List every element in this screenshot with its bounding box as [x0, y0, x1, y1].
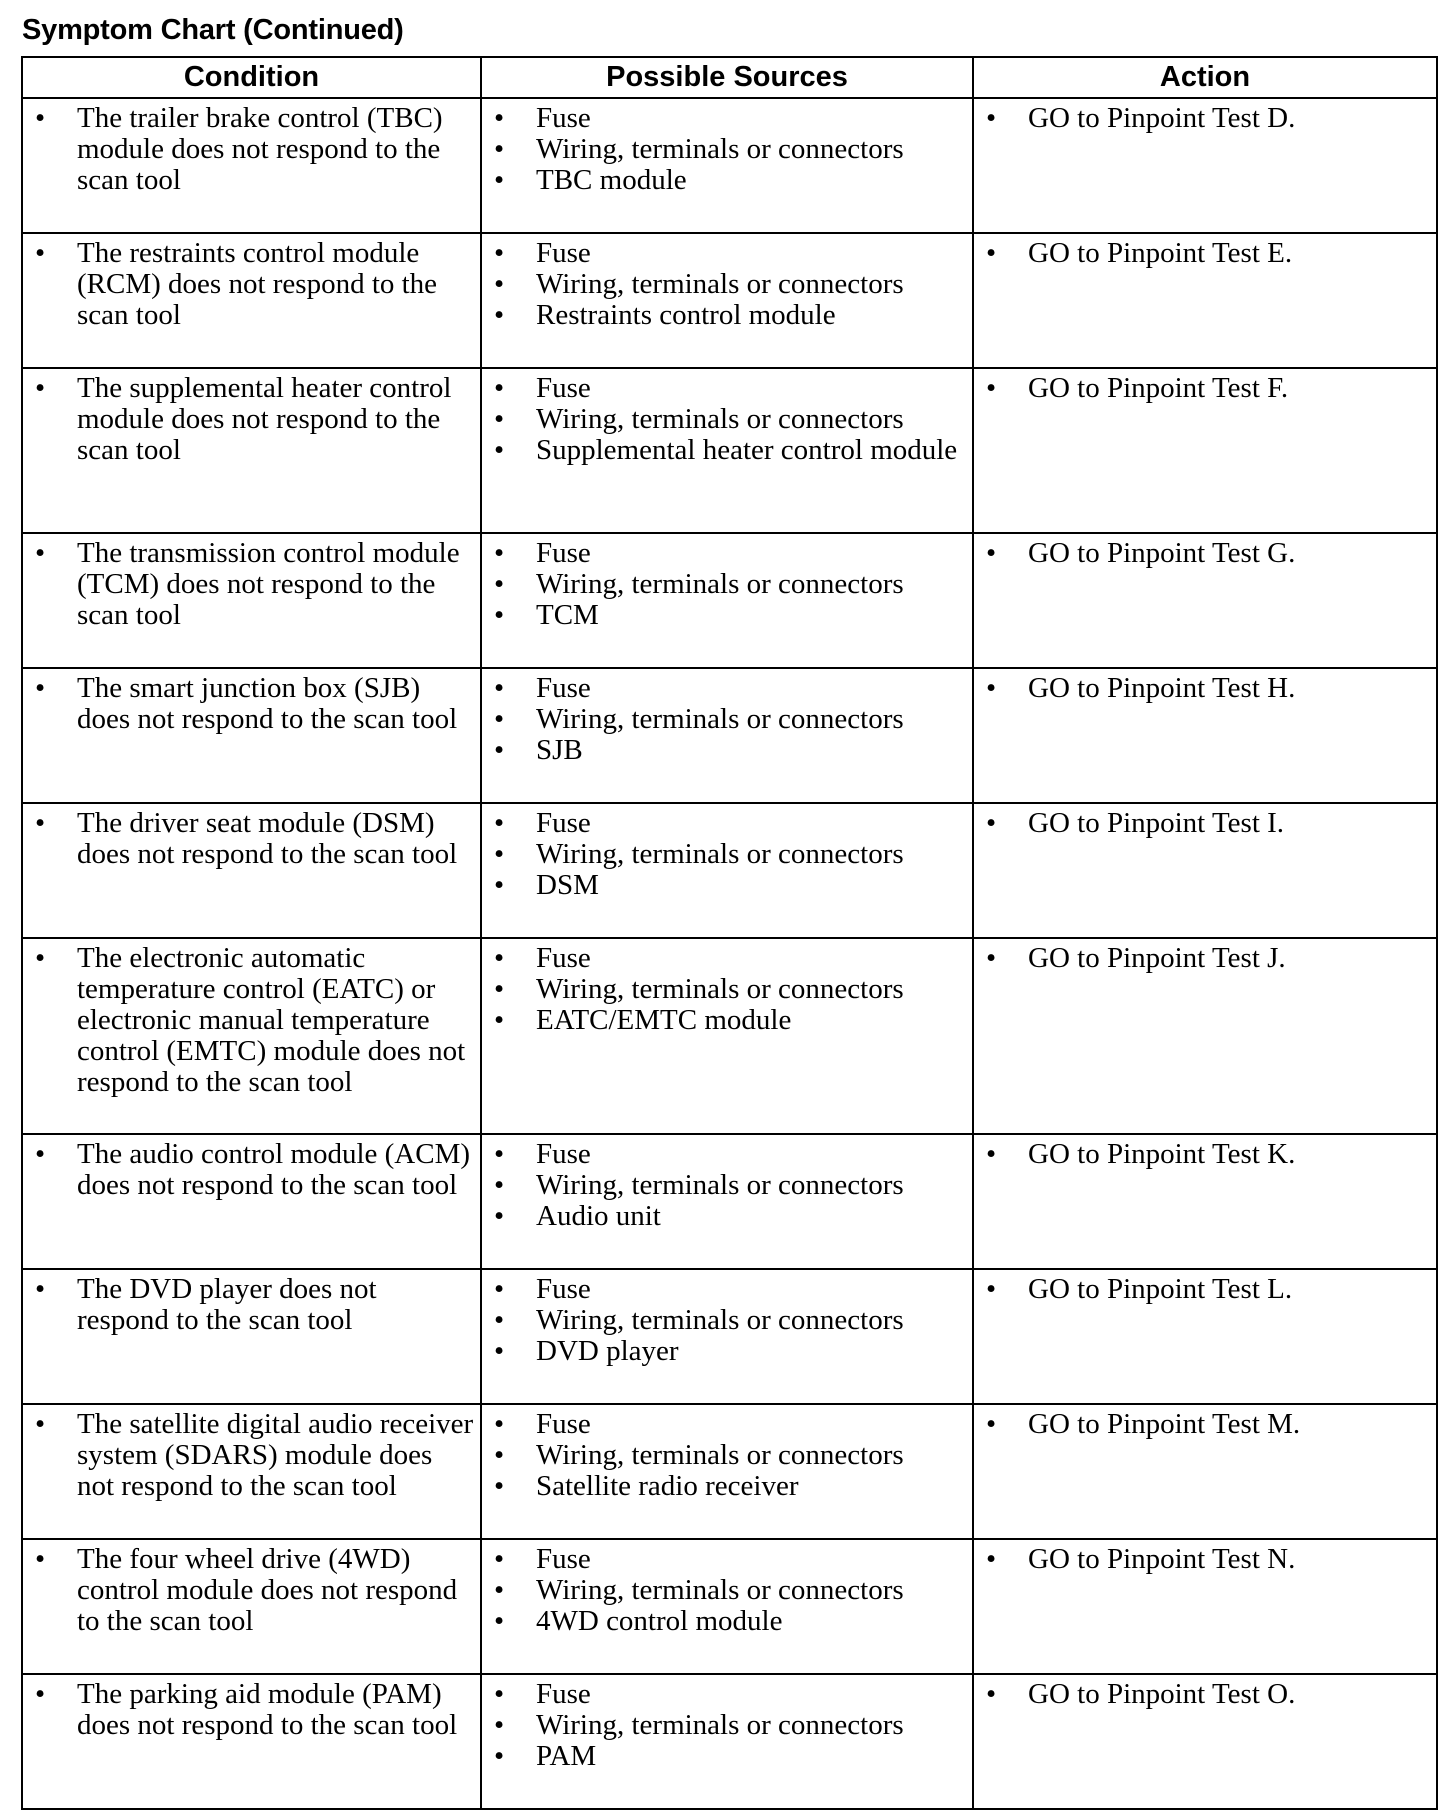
condition-cell: [22, 1134, 481, 1269]
table-row: [22, 1404, 1437, 1539]
table-row: [22, 98, 1437, 233]
action-cell: [973, 368, 1437, 533]
sources-cell: [481, 938, 973, 1134]
source-item: • Wiring, terminals or connectors: [482, 1305, 966, 1336]
source-item: • Fuse: [482, 1409, 966, 1440]
source-item: • Wiring, terminals or connectors: [482, 1575, 966, 1606]
sources-cell: [481, 533, 973, 668]
source-item: • Fuse: [482, 1139, 966, 1170]
action-cell: [973, 233, 1437, 368]
source-item: • TBC module: [482, 165, 966, 196]
source-item: • Fuse: [482, 1544, 966, 1575]
action-cell: [973, 1269, 1437, 1404]
table-row: [22, 1539, 1437, 1674]
action-cell: [973, 938, 1437, 1134]
action-cell: [973, 803, 1437, 938]
source-item: • SJB: [482, 735, 966, 766]
source-item: • Wiring, terminals or connectors: [482, 404, 966, 435]
source-item: • Wiring, terminals or connectors: [482, 1440, 966, 1471]
header-row: [22, 57, 1437, 98]
source-item: • Fuse: [482, 808, 966, 839]
sources-cell: [481, 368, 973, 533]
source-item: • Fuse: [482, 1679, 966, 1710]
source-item: • Fuse: [482, 538, 966, 569]
action-cell: [973, 1134, 1437, 1269]
sources-cell: [481, 1404, 973, 1539]
table-row: [22, 233, 1437, 368]
sources-cell: [481, 233, 973, 368]
source-item: • Wiring, terminals or connectors: [482, 134, 966, 165]
action-text: • GO to Pinpoint Test E.: [974, 238, 1430, 269]
condition-cell: [22, 1404, 481, 1539]
action-cell: [973, 1674, 1437, 1809]
condition-text: • The satellite digital audio receiver system (SDARS) module does not respond to the scan tool: [23, 1409, 474, 1502]
sources-cell: [481, 1539, 973, 1674]
source-item: • DVD player: [482, 1336, 966, 1367]
source-item: • Fuse: [482, 238, 966, 269]
source-item: • Wiring, terminals or connectors: [482, 569, 966, 600]
condition-text: • The four wheel drive (4WD) control module does not respond to the scan tool: [23, 1544, 474, 1637]
source-item: • Wiring, terminals or connectors: [482, 1170, 966, 1201]
condition-text: • The audio control module (ACM) does not respond to the scan tool: [23, 1139, 474, 1201]
sources-cell: [481, 1134, 973, 1269]
table-row: [22, 1674, 1437, 1809]
source-item: • Fuse: [482, 373, 966, 404]
table-row: [22, 668, 1437, 803]
header-condition: Condition: [22, 57, 481, 98]
condition-text: • The restraints control module (RCM) does not respond to the scan tool: [23, 238, 474, 331]
action-text: • GO to Pinpoint Test K.: [974, 1139, 1430, 1170]
action-text: • GO to Pinpoint Test I.: [974, 808, 1430, 839]
condition-cell: [22, 533, 481, 668]
condition-cell: [22, 1674, 481, 1809]
action-text: • GO to Pinpoint Test O.: [974, 1679, 1430, 1710]
source-item: • Wiring, terminals or connectors: [482, 839, 966, 870]
source-item: • Wiring, terminals or connectors: [482, 974, 966, 1005]
symptom-table: [21, 56, 1438, 1810]
action-text: • GO to Pinpoint Test M.: [974, 1409, 1430, 1440]
source-item: • Fuse: [482, 943, 966, 974]
condition-cell: [22, 938, 481, 1134]
header-action: Action: [973, 57, 1437, 98]
action-cell: [973, 668, 1437, 803]
source-item: • Fuse: [482, 1274, 966, 1305]
table-row: [22, 803, 1437, 938]
action-text: • GO to Pinpoint Test N.: [974, 1544, 1430, 1575]
action-text: • GO to Pinpoint Test G.: [974, 538, 1430, 569]
table-row: [22, 1269, 1437, 1404]
source-item: • Wiring, terminals or connectors: [482, 1710, 966, 1741]
source-item: • TCM: [482, 600, 966, 631]
action-cell: [973, 98, 1437, 233]
source-item: • PAM: [482, 1741, 966, 1772]
action-text: • GO to Pinpoint Test L.: [974, 1274, 1430, 1305]
action-text: • GO to Pinpoint Test J.: [974, 943, 1430, 974]
condition-cell: [22, 668, 481, 803]
source-item: • DSM: [482, 870, 966, 901]
condition-text: • The driver seat module (DSM) does not respond to the scan tool: [23, 808, 474, 870]
condition-cell: [22, 803, 481, 938]
source-item: • Supplemental heater control module: [482, 435, 966, 466]
source-item: • 4WD control module: [482, 1606, 966, 1637]
table-row: [22, 368, 1437, 533]
condition-cell: [22, 98, 481, 233]
source-item: • EATC/EMTC module: [482, 1005, 966, 1036]
source-item: • Satellite radio receiver: [482, 1471, 966, 1502]
sources-cell: [481, 803, 973, 938]
source-item: • Fuse: [482, 673, 966, 704]
condition-text: • The electronic automatic temperature control (EATC) or electronic manual temperature control (EMTC) module does not respond to the scan tool: [23, 943, 474, 1098]
action-cell: [973, 533, 1437, 668]
source-item: • Wiring, terminals or connectors: [482, 704, 966, 735]
source-item: • Audio unit: [482, 1201, 966, 1232]
condition-text: • The DVD player does not respond to the scan tool: [23, 1274, 474, 1336]
header-possible-sources: Possible Sources: [481, 57, 973, 98]
sources-cell: [481, 1269, 973, 1404]
condition-text: • The trailer brake control (TBC) module does not respond to the scan tool: [23, 103, 474, 196]
action-text: • GO to Pinpoint Test D.: [974, 103, 1430, 134]
table-row: [22, 1134, 1437, 1269]
sources-cell: [481, 98, 973, 233]
condition-text: • The supplemental heater control module does not respond to the scan tool: [23, 373, 474, 466]
condition-cell: [22, 1269, 481, 1404]
action-text: • GO to Pinpoint Test H.: [974, 673, 1430, 704]
table-row: [22, 533, 1437, 668]
action-cell: [973, 1404, 1437, 1539]
condition-text: • The transmission control module (TCM) does not respond to the scan tool: [23, 538, 474, 631]
table-row: [22, 938, 1437, 1134]
action-cell: [973, 1539, 1437, 1674]
page-title: Symptom Chart (Continued): [22, 14, 404, 46]
condition-cell: [22, 1539, 481, 1674]
condition-text: • The smart junction box (SJB) does not respond to the scan tool: [23, 673, 474, 735]
action-text: • GO to Pinpoint Test F.: [974, 373, 1430, 404]
sources-cell: [481, 1674, 973, 1809]
condition-cell: [22, 233, 481, 368]
source-item: • Restraints control module: [482, 300, 966, 331]
source-item: • Wiring, terminals or connectors: [482, 269, 966, 300]
condition-cell: [22, 368, 481, 533]
condition-text: • The parking aid module (PAM) does not respond to the scan tool: [23, 1679, 474, 1741]
source-item: • Fuse: [482, 103, 966, 134]
sources-cell: [481, 668, 973, 803]
